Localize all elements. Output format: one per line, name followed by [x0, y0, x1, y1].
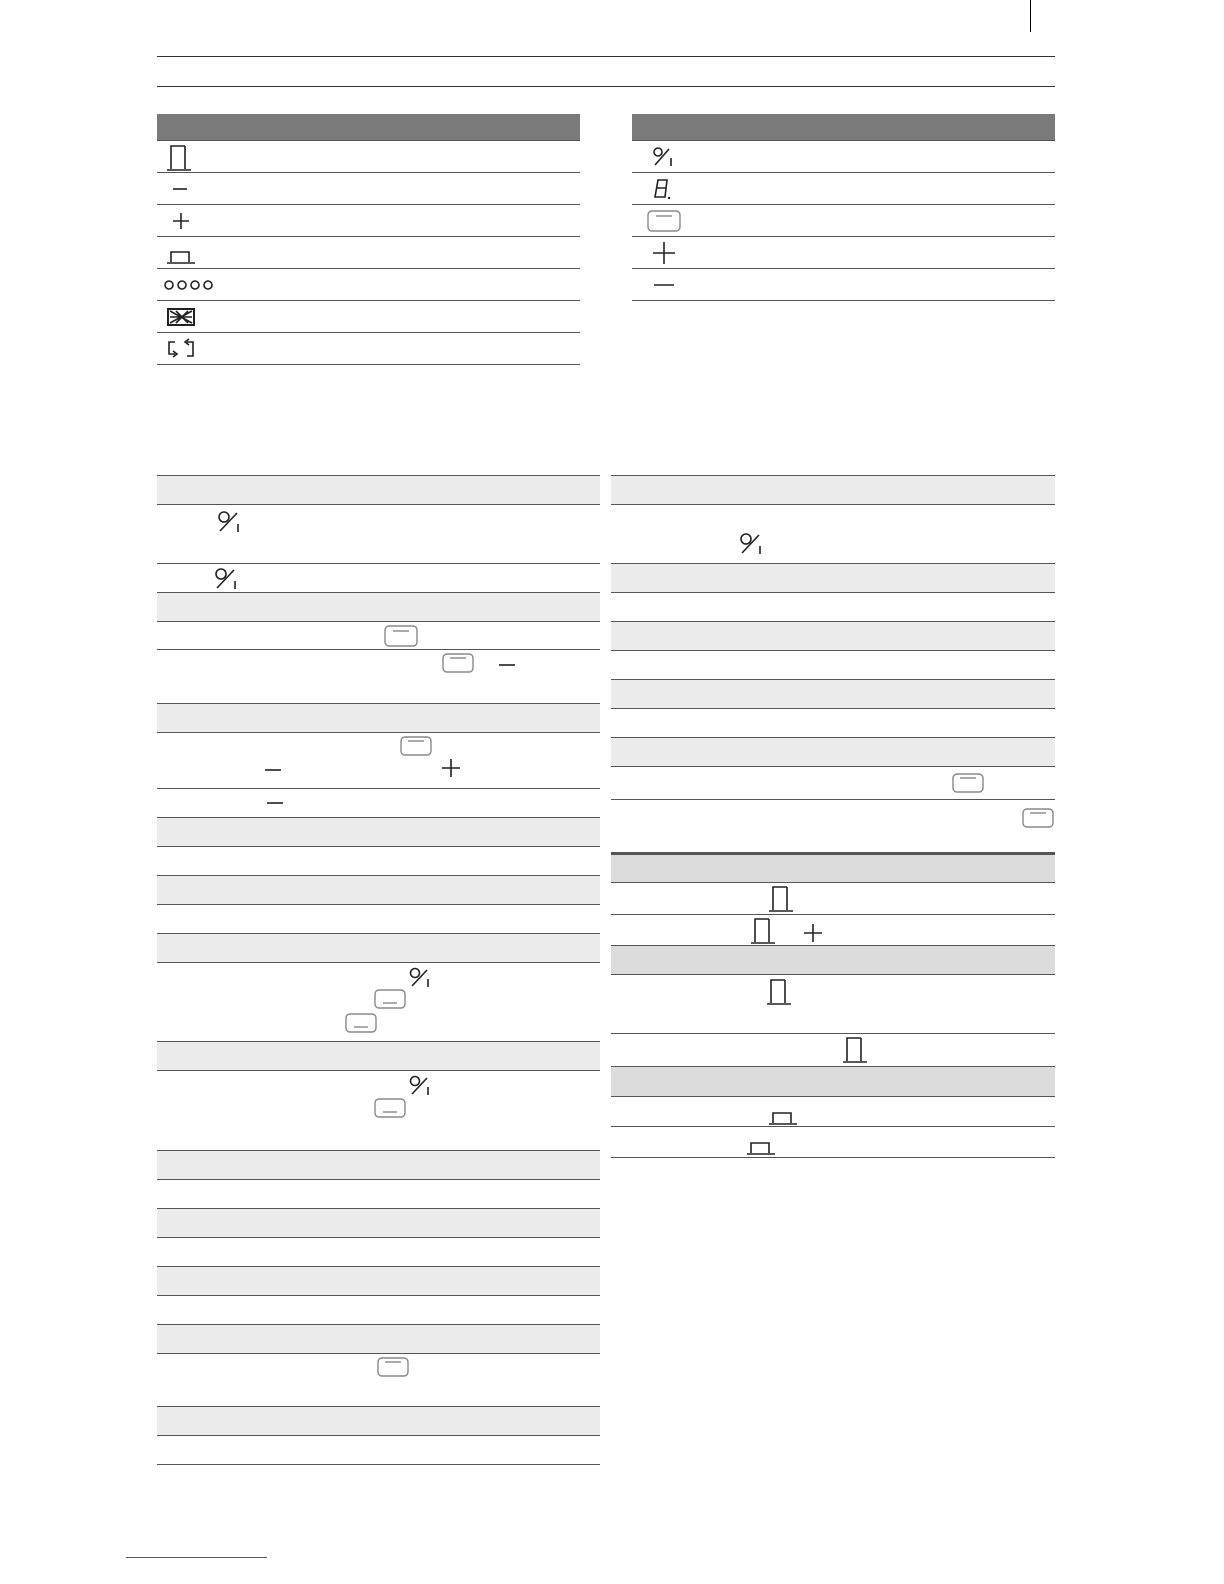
step-row	[611, 800, 1055, 853]
legend-row	[632, 237, 1055, 269]
step-row	[157, 1238, 600, 1267]
legend-row	[157, 269, 580, 301]
section-heading-row	[611, 680, 1055, 709]
step-row	[611, 651, 1055, 680]
header-rule-top	[157, 56, 1055, 57]
door-bracket-icon	[765, 884, 795, 914]
footer-link-underline[interactable]	[126, 1557, 267, 1558]
step-row	[611, 883, 1055, 915]
door-bracket-icon	[763, 977, 793, 1007]
section-heading-row	[157, 1151, 600, 1180]
step-row	[157, 789, 600, 818]
section-heading-row	[611, 946, 1055, 975]
on-off-icon	[217, 510, 243, 534]
step-row	[611, 505, 1055, 564]
on-off-icon	[652, 141, 676, 172]
low-key-icon	[344, 1012, 378, 1034]
low-key-icon	[373, 1097, 407, 1119]
section-heading-row	[157, 1042, 600, 1071]
low-key-icon	[373, 988, 407, 1010]
low-bracket-icon	[163, 237, 197, 268]
rounded-key-icon	[951, 772, 985, 794]
step-row	[157, 963, 600, 1042]
low-bracket-icon	[765, 1103, 799, 1125]
header-rule-bottom	[157, 86, 1055, 87]
step-row	[157, 650, 600, 704]
step-row	[157, 905, 600, 934]
section-heading-row	[611, 738, 1055, 767]
rounded-key-icon	[646, 205, 682, 236]
step-row	[611, 767, 1055, 800]
legend-table-left	[157, 114, 580, 365]
on-off-icon	[409, 1075, 433, 1097]
step-row	[157, 1296, 600, 1325]
legend-header	[632, 114, 1055, 140]
minus-icon	[652, 269, 676, 300]
section-heading-row	[157, 476, 600, 505]
section-heading-row	[157, 1325, 600, 1354]
step-row	[611, 1127, 1055, 1158]
section-heading-row	[611, 564, 1055, 593]
plus-icon	[441, 758, 461, 778]
section-heading-row	[157, 593, 600, 622]
door-bracket-icon	[163, 141, 193, 172]
step-row	[157, 733, 600, 789]
legend-row	[157, 140, 580, 173]
legend-row	[157, 301, 580, 333]
section-heading-row	[611, 476, 1055, 505]
step-row	[611, 915, 1055, 946]
legend-row	[632, 269, 1055, 301]
section-heading-row	[157, 704, 600, 733]
section-heading-row	[157, 1407, 600, 1436]
legend-row	[157, 237, 580, 269]
step-row	[611, 1097, 1055, 1127]
step-row	[611, 593, 1055, 622]
legend-row	[157, 205, 580, 237]
step-row	[157, 505, 600, 564]
recirculation-arrows-icon	[163, 333, 199, 364]
legend-row	[632, 140, 1055, 173]
step-row	[611, 709, 1055, 738]
procedure-table-right	[611, 475, 1055, 1158]
rounded-key-icon	[441, 652, 475, 674]
legend-row	[157, 173, 580, 205]
section-heading-row	[157, 1209, 600, 1238]
rounded-key-icon	[399, 735, 433, 757]
rounded-key-icon	[1021, 807, 1055, 829]
section-heading-row	[157, 1267, 600, 1296]
legend-row	[632, 205, 1055, 237]
door-bracket-icon	[747, 916, 777, 946]
step-row	[611, 975, 1055, 1034]
minus-icon	[497, 660, 517, 670]
rounded-key-icon	[376, 1356, 410, 1378]
four-circles-icon	[163, 269, 215, 300]
filter-grid-icon	[163, 301, 197, 332]
section-heading-row	[157, 818, 600, 847]
procedure-table-left	[157, 475, 600, 1465]
step-row	[611, 1034, 1055, 1067]
step-row	[157, 1436, 600, 1465]
minus-icon	[265, 798, 285, 808]
on-off-icon	[214, 567, 240, 591]
plus-icon	[652, 237, 676, 268]
step-row	[157, 564, 600, 593]
section-heading-row	[157, 934, 600, 963]
step-row	[157, 1354, 600, 1407]
low-bracket-icon	[743, 1133, 777, 1155]
door-bracket-icon	[839, 1035, 869, 1065]
on-off-icon	[739, 532, 765, 556]
legend-row	[157, 333, 580, 365]
section-heading-row	[611, 622, 1055, 651]
minus-icon	[263, 765, 283, 775]
section-heading-row	[157, 876, 600, 905]
legend-row	[632, 173, 1055, 205]
cut-mark	[1030, 0, 1031, 32]
legend-header	[157, 114, 580, 140]
section-heading-row	[611, 853, 1055, 883]
step-row	[157, 1071, 600, 1151]
plus-icon	[803, 923, 823, 943]
step-row	[157, 847, 600, 876]
minus-icon	[163, 173, 193, 204]
rounded-key-icon	[383, 624, 419, 648]
digit-display-icon	[652, 173, 672, 204]
plus-icon	[163, 205, 193, 236]
legend-table-right	[632, 114, 1055, 301]
section-heading-row	[611, 1067, 1055, 1097]
step-row	[157, 1180, 600, 1209]
on-off-icon	[409, 967, 433, 989]
step-row	[157, 622, 600, 650]
